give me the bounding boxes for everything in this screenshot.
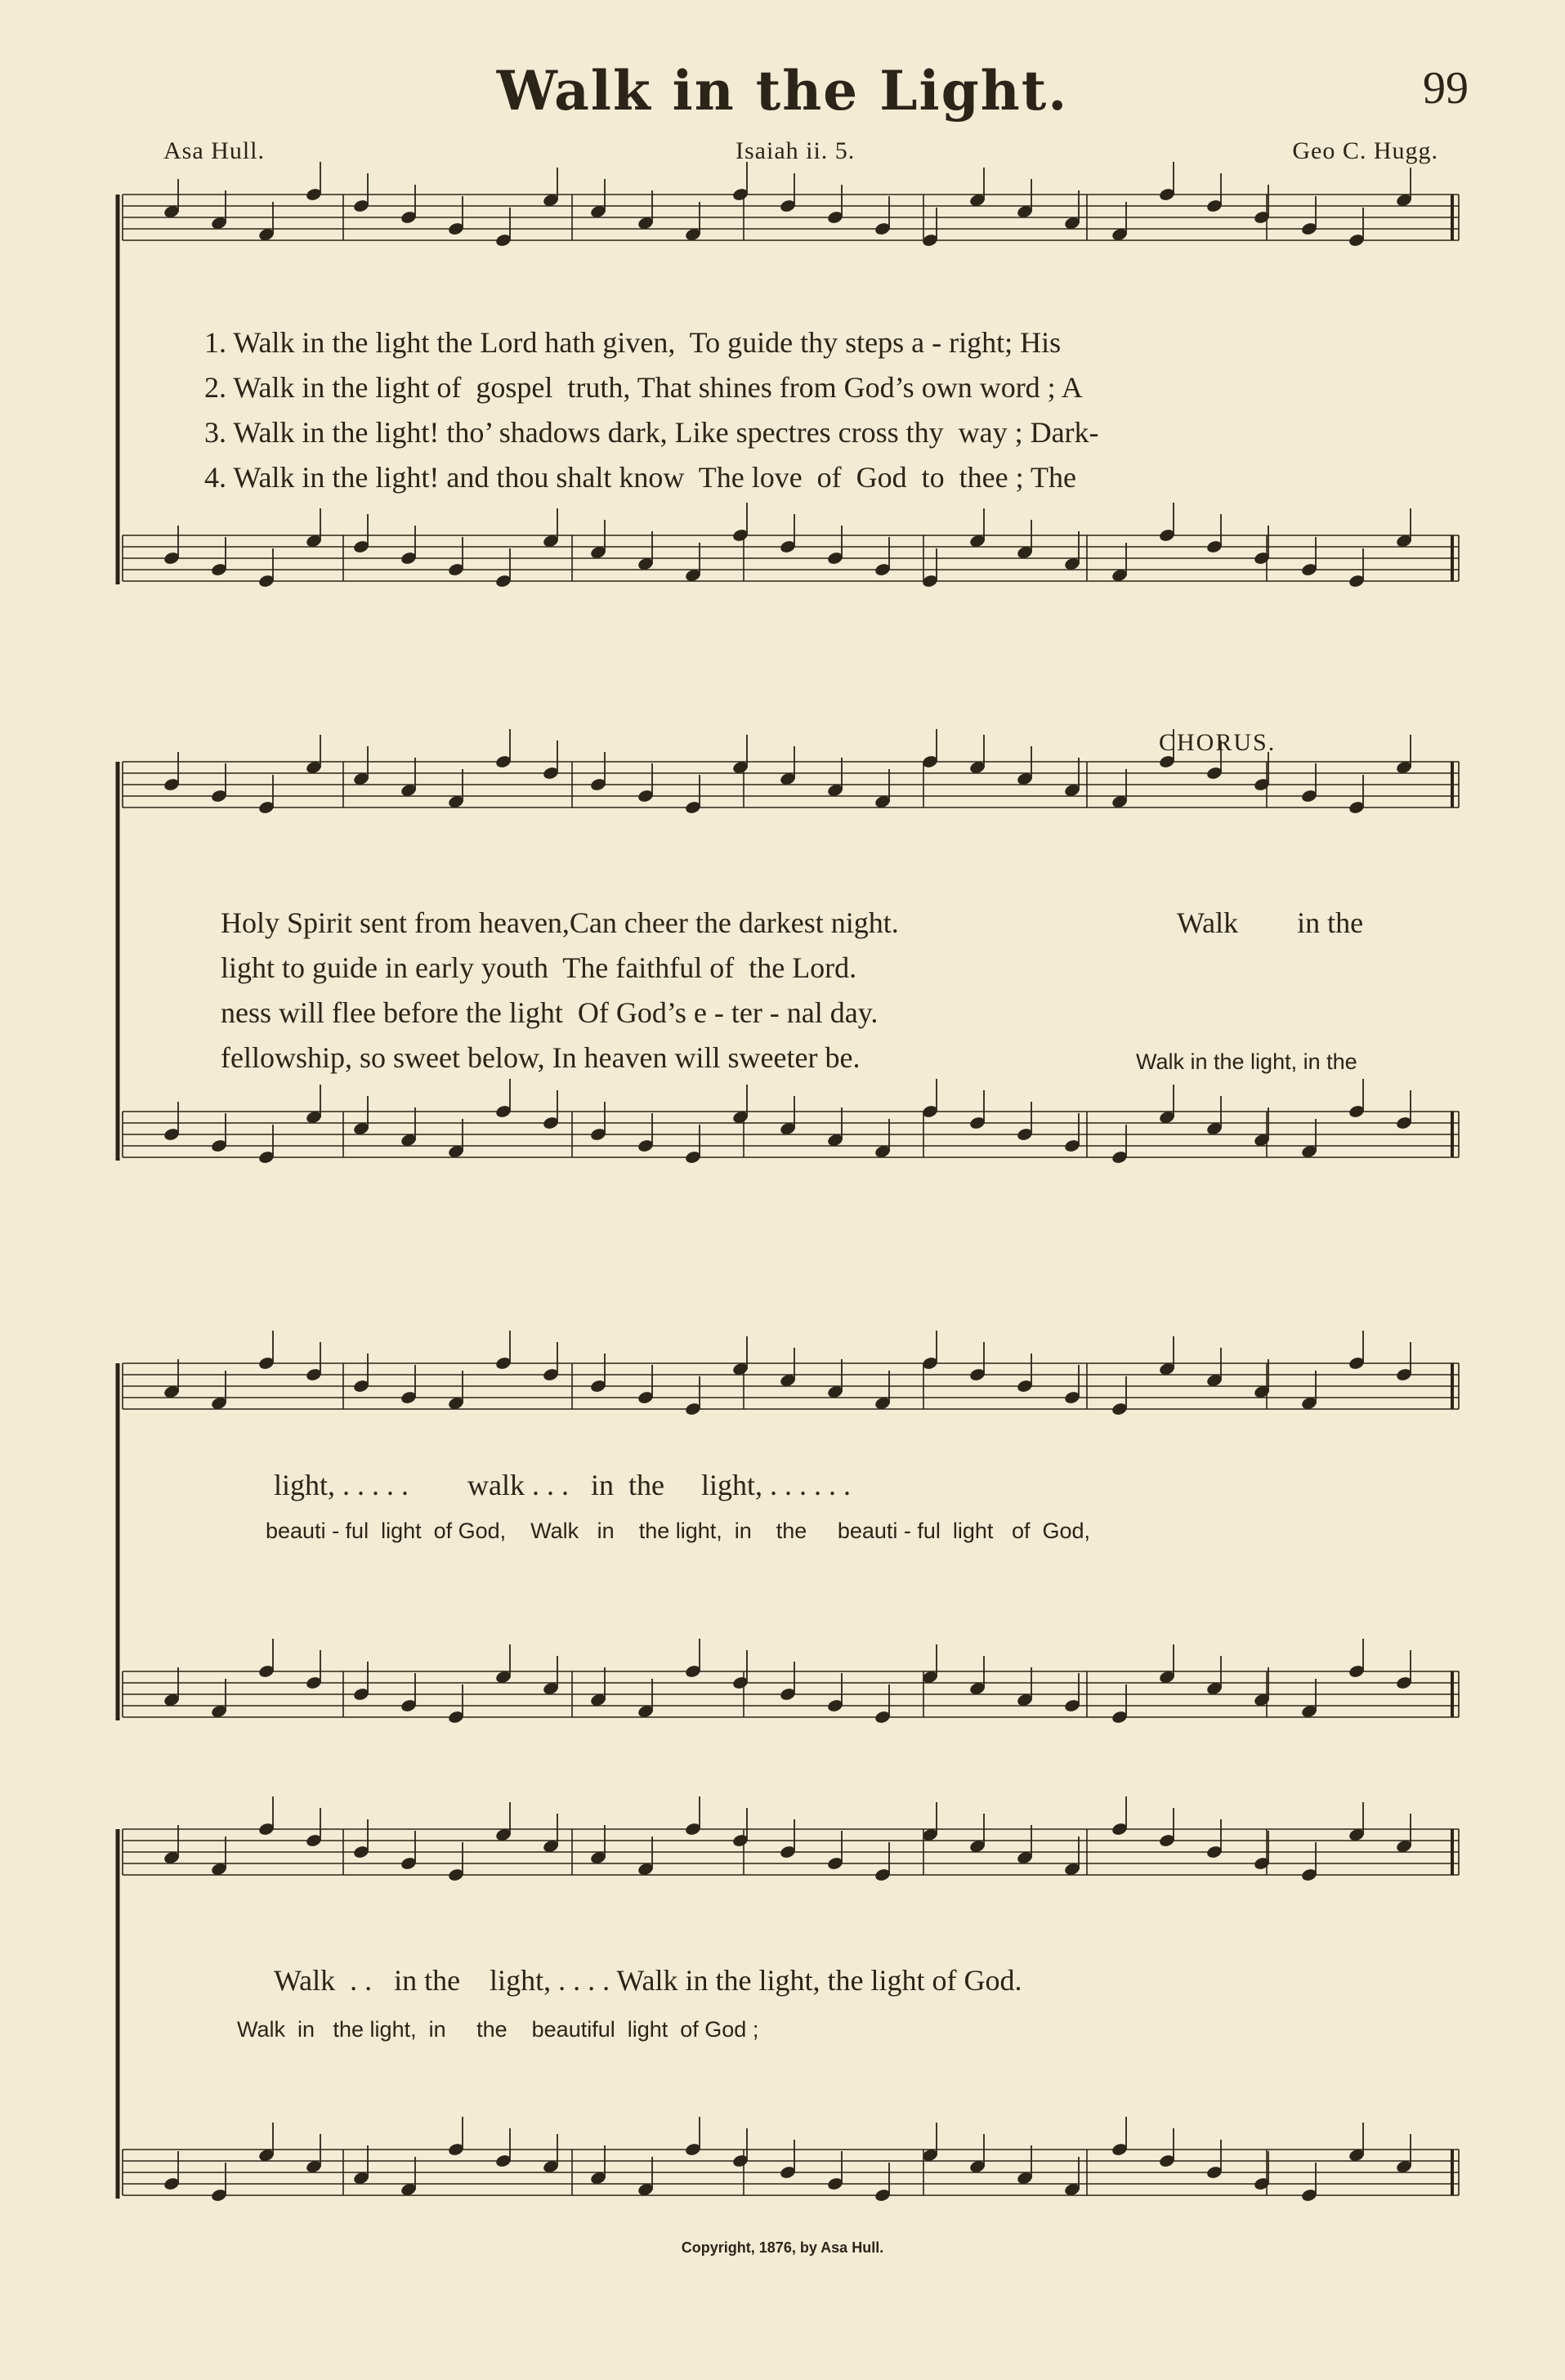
- verse-3-line-2: ness will flee before the light Of God’s e - ter - nal day.: [221, 996, 879, 1029]
- verse-4-line-2: fellowship, so sweet below, In heaven will sweeter be.: [221, 1041, 861, 1074]
- page-number: 99: [1423, 63, 1469, 114]
- chorus-start-alto-lyric: Walk in the light, in the: [1136, 1049, 1357, 1074]
- chorus-label: CHORUS.: [1159, 729, 1277, 756]
- chorus-line-1-main: light, . . . . . walk . . . in the light, . . . . . .: [274, 1469, 851, 1501]
- verse-1-line-2: Holy Spirit sent from heaven,Can cheer the darkest night.: [221, 906, 899, 939]
- verse-2-line-1: 2. Walk in the light of gospel truth, That shines from God’s own word ; A: [204, 371, 1083, 404]
- copyright-notice: Copyright, 1876, by Asa Hull.: [681, 2239, 884, 2256]
- verse-3-line-1: 3. Walk in the light! tho’ shadows dark, Like spectres cross thy way ; Dark-: [204, 416, 1099, 449]
- hymn-title: Walk in the Light.: [496, 59, 1069, 123]
- verse-4-line-1: 4. Walk in the light! and thou shalt know The love of God to thee ; The: [204, 461, 1076, 494]
- composer-credit: Asa Hull.: [163, 137, 265, 164]
- chorus-line-2-alto: Walk in the light, in the beautiful light of God ;: [237, 2017, 759, 2042]
- author-credit: Geo C. Hugg.: [1292, 137, 1438, 164]
- verse-1-line-1: 1. Walk in the light the Lord hath given, To guide thy steps a - right; His: [204, 326, 1062, 359]
- scripture-reference: Isaiah ii. 5.: [736, 137, 856, 164]
- chorus-start-lyric: Walk in the: [1177, 906, 1364, 939]
- verse-2-line-2: light to guide in early youth The faithful of the Lord.: [221, 951, 857, 984]
- chorus-line-1-alto: beauti - ful light of God, Walk in the light, in the beauti - ful light of God,: [266, 1519, 1090, 1543]
- chorus-line-2-main: Walk . . in the light, . . . . Walk in the light, the light of God.: [274, 1964, 1022, 1997]
